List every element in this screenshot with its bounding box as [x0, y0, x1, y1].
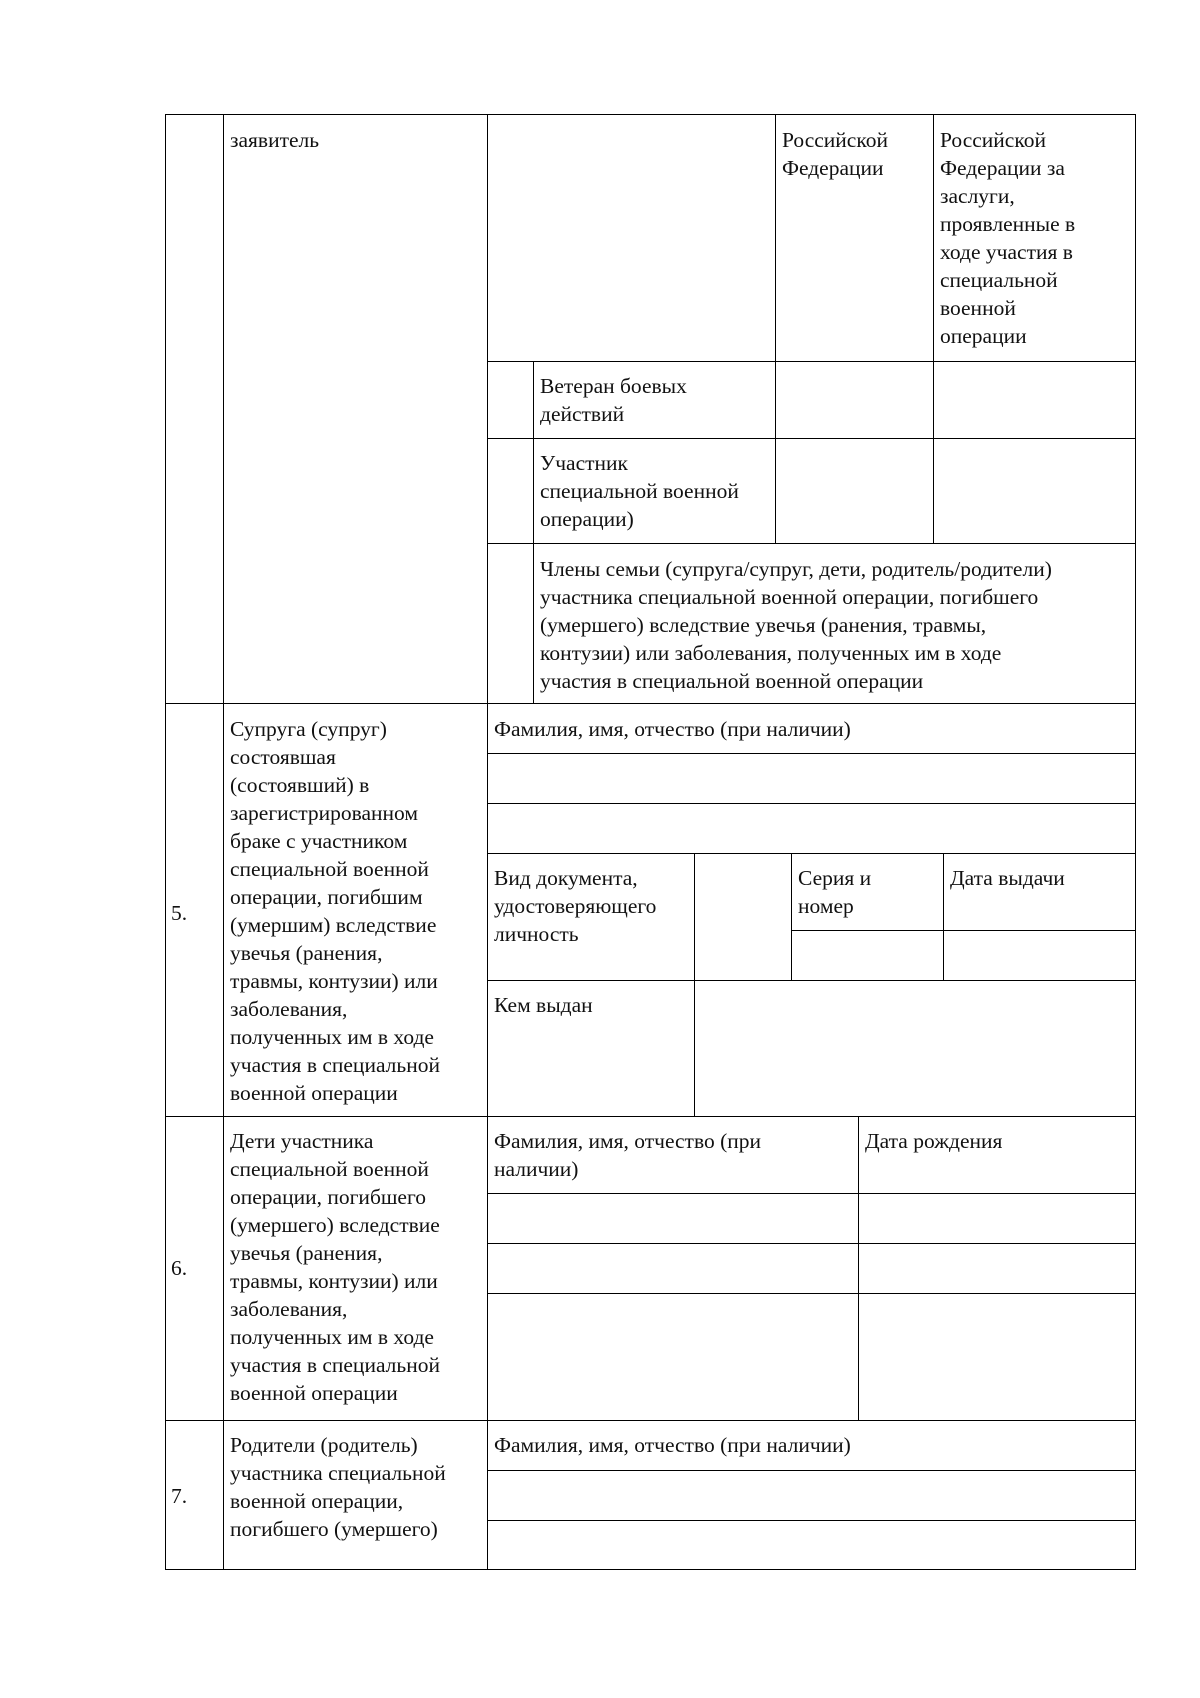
participant-checkbox[interactable]	[487, 438, 534, 544]
issued-by-label: Кем выдан	[494, 993, 593, 1017]
family-label: Члены семьи (супруга/супруг, дети, родитель/родители) участника специальной военной операции, погибшего (умершего) вследствие увечья (ранения, травмы, контузии) или заболевания, полученных им в ходе участия в специальной военной операции	[540, 557, 1052, 693]
veteran-checkbox[interactable]	[487, 361, 534, 439]
row7-fio-header: Фамилия, имя, отчество (при наличии)	[494, 1433, 851, 1457]
parent-fio-input-1[interactable]	[487, 1470, 1136, 1521]
family-checkbox[interactable]	[487, 543, 534, 704]
row7-label: Родители (родитель) участника специальной военной операции, погибшего (умершего)	[230, 1433, 446, 1541]
doc-type-label: Вид документа, удостоверяющего личность	[494, 866, 657, 946]
row5-label: Супруга (супруг) состоявшая (состоявший) в зарегистрированном браке с участником специальной военной операции, погибшим (умершим) вследствие увечья (ранения, травмы, контузии) или заболевания, полученных им в ходе участия в специальной военной операции	[230, 717, 440, 1105]
participant-merit-field[interactable]	[933, 438, 1136, 544]
child-fio-input-2[interactable]	[487, 1243, 859, 1294]
row6-birth-date-header: Дата рождения	[865, 1129, 1003, 1153]
series-number-input[interactable]	[791, 930, 944, 981]
col-header-rf-merit: Российской Федерации за заслуги, проявленные в ходе участия в специальной военной операции	[940, 128, 1076, 348]
child-fio-input-3[interactable]	[487, 1293, 859, 1421]
row7-number: 7.	[171, 1484, 188, 1508]
row-cont-number-cell	[165, 114, 224, 704]
row6-number: 6.	[171, 1256, 188, 1280]
row-cont-label-cell	[223, 114, 488, 704]
veteran-label: Ветеран боевых действий	[540, 374, 687, 426]
series-number-label: Серия и номер	[798, 866, 872, 918]
veteran-merit-field[interactable]	[933, 361, 1136, 439]
participant-rf-field[interactable]	[775, 438, 934, 544]
participant-label: Участник специальной военной операции)	[540, 451, 739, 531]
col-header-rf: Российской Федерации	[782, 128, 888, 180]
row6-label: Дети участника специальной военной операции, погибшего (умершего) вследствие увечья (ранения, травмы, контузии) или заболевания, полученных им в ходе участия в специальной военной операции	[230, 1129, 440, 1405]
row5-fio-header: Фамилия, имя, отчество (при наличии)	[494, 717, 851, 741]
issue-date-input[interactable]	[943, 930, 1136, 981]
row6-fio-header: Фамилия, имя, отчество (при наличии)	[494, 1129, 762, 1181]
row5-number: 5.	[171, 901, 188, 925]
issue-date-label: Дата выдачи	[950, 866, 1065, 890]
child-birth-date-input-1[interactable]	[858, 1193, 1136, 1244]
child-birth-date-input-2[interactable]	[858, 1243, 1136, 1294]
applicant-label: заявитель	[230, 128, 320, 152]
top-blank-cell	[487, 114, 776, 362]
child-birth-date-input-3[interactable]	[858, 1293, 1136, 1421]
veteran-rf-field[interactable]	[775, 361, 934, 439]
parent-fio-input-2[interactable]	[487, 1520, 1136, 1570]
issued-by-input[interactable]	[694, 980, 1136, 1117]
doc-type-input[interactable]	[694, 853, 792, 981]
row5-fio-input-2[interactable]	[487, 803, 1136, 854]
row5-fio-input-1[interactable]	[487, 753, 1136, 804]
child-fio-input-1[interactable]	[487, 1193, 859, 1244]
